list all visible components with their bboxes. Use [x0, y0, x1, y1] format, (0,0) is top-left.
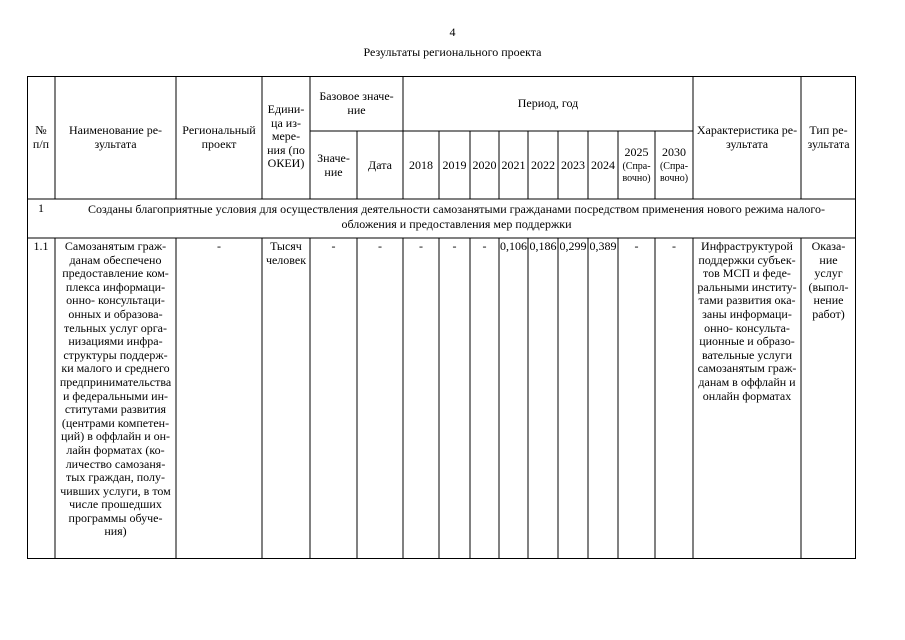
- row-value-2024: 0,389: [589, 239, 617, 253]
- row-base-value: -: [331, 239, 336, 253]
- header-result-name: Наименование ре- зультата: [68, 123, 163, 151]
- row-regional-project: -: [217, 239, 221, 253]
- row-value-2025: -: [634, 239, 639, 253]
- header-result-type: Тип ре- зультата: [807, 123, 850, 151]
- header-year-2025-note: (Спра- вочно): [622, 161, 651, 184]
- row-value-2022: 0,186: [529, 239, 557, 253]
- row-value-2018: -: [419, 239, 423, 253]
- header-year-2030-note: (Спра- вочно): [659, 161, 689, 184]
- header-base-value: Значе- ние: [317, 151, 350, 179]
- section-title: Созданы благоприятные условия для осуществления деятельности самозанятыми гражданами посредством применения нового режима налого- обложения и предоставления мер поддержки: [87, 202, 826, 231]
- header-year-2019: 2019: [442, 158, 467, 172]
- row-result-name: Самозанятым граж- данам обеспечено предоставление ком- плекса информаци- онно- консультаци- онных и образова- тельных услуг орга- низациями инфра- структуры поддерж- ки малого и среднего предпринимательства и федеральными ин- ститутами развития (центрами компетен- ций) в оффлайн и он- лайн форматах (ко- личество самозаня- тых граждан, полу- чивших услуги, в том числе прошедших программы обуче- ния): [59, 239, 172, 539]
- document-title: Результаты регионального проекта: [363, 45, 542, 59]
- header-year-2021: 2021: [501, 158, 526, 172]
- page-number: 4: [449, 25, 456, 39]
- row-value-2020: -: [482, 239, 487, 253]
- header-year-2018: 2018: [409, 158, 433, 172]
- header-year-2020: 2020: [472, 158, 497, 172]
- row-unit: Тысяч человек: [265, 239, 307, 267]
- results-table: [27, 76, 856, 559]
- header-unit: Едини- ца из- мере- ния (по ОКЕИ): [267, 102, 305, 171]
- row-base-date: -: [378, 239, 382, 253]
- header-number: № п/п: [32, 123, 50, 151]
- header-characteristic: Характеристика ре- зультата: [696, 123, 798, 151]
- row-number: 1.1: [33, 239, 49, 253]
- header-year-2025: 2025: [624, 145, 649, 159]
- header-year-2024: 2024: [591, 158, 615, 172]
- header-period-group: Период, год: [517, 96, 579, 110]
- row-characteristic: Инфраструктурой поддержки субъек- тов МСП и феде- ральными институ- тами развития ока- заны информаци- онно- консульта- ционные и образо- вательные услуги самозанятым граж- данам в оффлайн и онлайн форматах: [697, 239, 797, 403]
- row-value-2019: -: [452, 239, 457, 253]
- row-result-type: Оказа- ние услуг (выпол- нение работ): [808, 239, 849, 321]
- section-number: 1: [38, 201, 44, 215]
- header-year-2023: 2023: [561, 158, 585, 172]
- header-regional-project: Региональный проект: [182, 123, 256, 151]
- header-base-date: Дата: [368, 158, 392, 172]
- row-value-2021: 0,106: [500, 239, 527, 253]
- header-base-value-group: Базовое значе- ние: [319, 89, 394, 117]
- row-value-2030: -: [672, 239, 676, 253]
- header-year-2022: 2022: [531, 158, 555, 172]
- row-value-2023: 0,299: [559, 239, 587, 253]
- header-year-2030: 2030: [662, 145, 686, 159]
